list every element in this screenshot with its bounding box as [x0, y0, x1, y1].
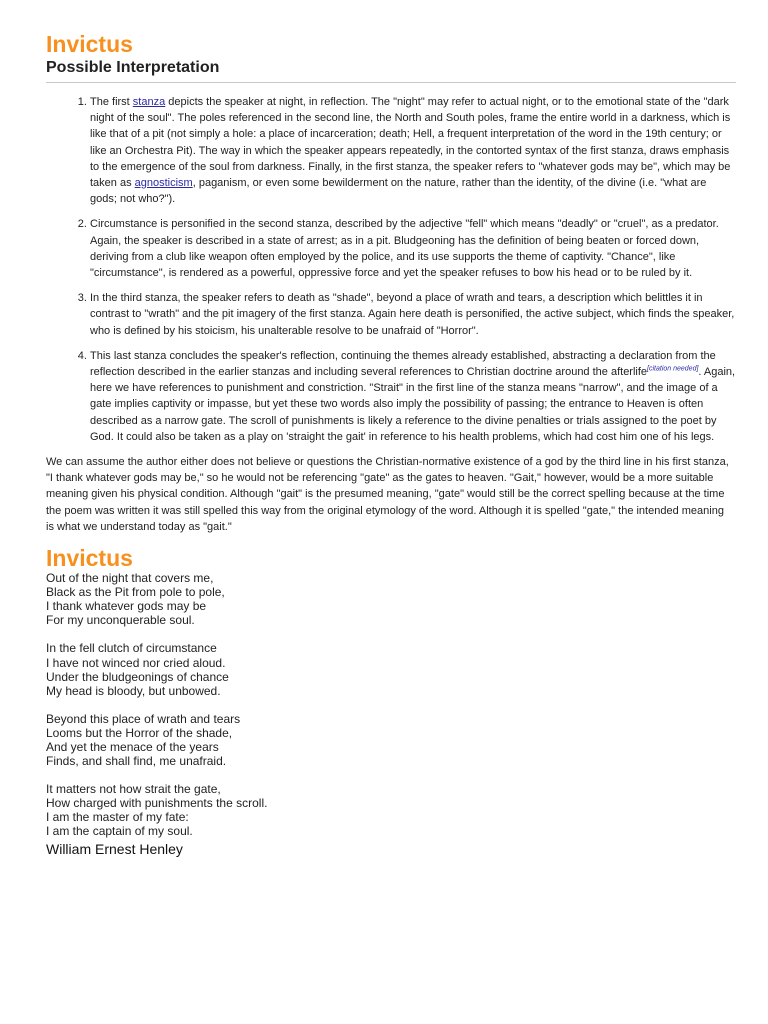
citation-needed-link[interactable]: [citation needed] — [647, 365, 699, 373]
item-text: depicts the speaker at night, in reflection. The "night" may refer to actual night, or to the emotional state of the "dark night of the soul". The poles referenced in the second line, the North and South poles, frame the entire world in a darkness, which is like that of a pit (not simply a hole: a place of incarceration; death; Hell, a frequent interpretation of the word in the 19th century; or like an Orchestra Pit). The way in which the speaker appears repeatedly, in the contorted syntax of the first stanza, draws emphasis to the emergence of the soul from darkness. Finally, in the first stanza, the speaker refers to "whatever gods may be", which may be taken as — [90, 96, 731, 190]
poem-line: How charged with punishments the scroll. — [46, 796, 268, 811]
page-title: Invictus — [46, 31, 133, 57]
poem-line: I am the master of my fate: — [46, 810, 189, 825]
poem-line: My head is bloody, but unbowed. — [46, 683, 221, 698]
interpretation-item — [90, 290, 736, 339]
document-page — [46, 30, 736, 858]
poem-line: Black as the Pit from pole to pole, — [46, 585, 225, 600]
item-text: , paganism, or even some bewilderment on the nature, rather than the identity, of the divine (i.e. "what are gods; not who?"). — [90, 177, 707, 206]
poem-line: And yet the menace of the years — [46, 740, 219, 755]
poem-line: Finds, and shall find, me unafraid. — [46, 754, 227, 769]
interpretation-list — [46, 94, 736, 445]
item-text: Circumstance is personified in the second stanza, described by the adjective "fell" which means "deadly" or "cruel", as a predator. Again, the speaker is described in a state of arrest; as in a pit. Bludgeoning has the definition of being beaten or forced down, deriving from a club like weapon often employed by the police, and its use supports the theme of captivity. "Chance", like "circumstance", is rendered as a powerful, oppressive force and yet the speaker refuses to bow his head or to be ruled by it. — [90, 218, 719, 280]
poem-line: I am the captain of my soul. — [46, 824, 193, 839]
essay-paragraph: We can assume the author either does not believe or questions the Christian-normative existence of a god by the third line in his first stanza, "I thank whatever gods may be," so he would not be referencing "gate" as the gates to heaven. "Gait," however, would be a more suitable meaning given his physical condition. Although "gait" is the presumed meaning, "gate" would still be the correct spelling because at the time the poem was written it was still spelled this way from the original etymology of the word. Although it is spelled "gate," the intended meaning is what we understand today as "gait." — [46, 456, 729, 533]
item-text: . Again, here we have references to punishment and constriction. "Strait" in the first line of the stanza means "narrow", and the image of a gate implies captivity or impasse, but yet these two words also imply the possibility of passing; the entrance to Heaven is often described as a narrow gate. The scroll of punishments is likely a reference to the divine penalties or trials assigned to the poet by God. It could also be taken as a play on 'straight the gait' in reference to his health problems, which had cost him one of his legs. — [90, 366, 736, 443]
poem-stanza — [46, 712, 736, 768]
poem-stanza — [46, 571, 736, 627]
poem-line: I have not winced nor cried aloud. — [46, 655, 226, 670]
poem-line: Out of the night that covers me, — [46, 571, 214, 586]
poem-line: Under the bludgeonings of chance — [46, 669, 229, 684]
interpretation-item — [90, 348, 736, 445]
poem-stanza — [46, 641, 736, 697]
poem-author: William Ernest Henley — [46, 840, 183, 857]
poem-line: Looms but the Horror of the shade, — [46, 725, 233, 740]
interpretation-item — [90, 216, 736, 281]
agnosticism-link[interactable]: agnosticism — [134, 177, 193, 190]
poem-title: Invictus — [46, 545, 133, 572]
poem-line: I thank whatever gods may be — [46, 599, 207, 614]
page-subtitle: Possible Interpretation — [46, 58, 736, 83]
poem-line: It matters not how strait the gate, — [46, 782, 221, 797]
interpretation-item — [90, 94, 736, 207]
item-text: The first — [90, 96, 133, 108]
poem-line: Beyond this place of wrath and tears — [46, 711, 241, 726]
stanza-link[interactable]: stanza — [132, 96, 166, 108]
poem-stanza — [46, 782, 736, 838]
poem-line: In the fell clutch of circumstance — [46, 641, 217, 656]
item-text: In the third stanza, the speaker refers to death as "shade", beyond a place of wrath and tears, a description which belittles it in contrast to "wrath" and the pit imagery of the first stanza. Again here death is personified, the active subject, which finds the speaker, who is defined by his stoicism, his unalterable resolve to be unafraid of "Horror". — [90, 292, 735, 337]
poem-line: For my unconquerable soul. — [46, 613, 195, 628]
item-text: This last stanza concludes the speaker's reflection, continuing the themes already established, abstracting a declaration from the reflection described in the earlier stanzas and including several references to Christian doctrine around the afterlife — [90, 349, 716, 379]
